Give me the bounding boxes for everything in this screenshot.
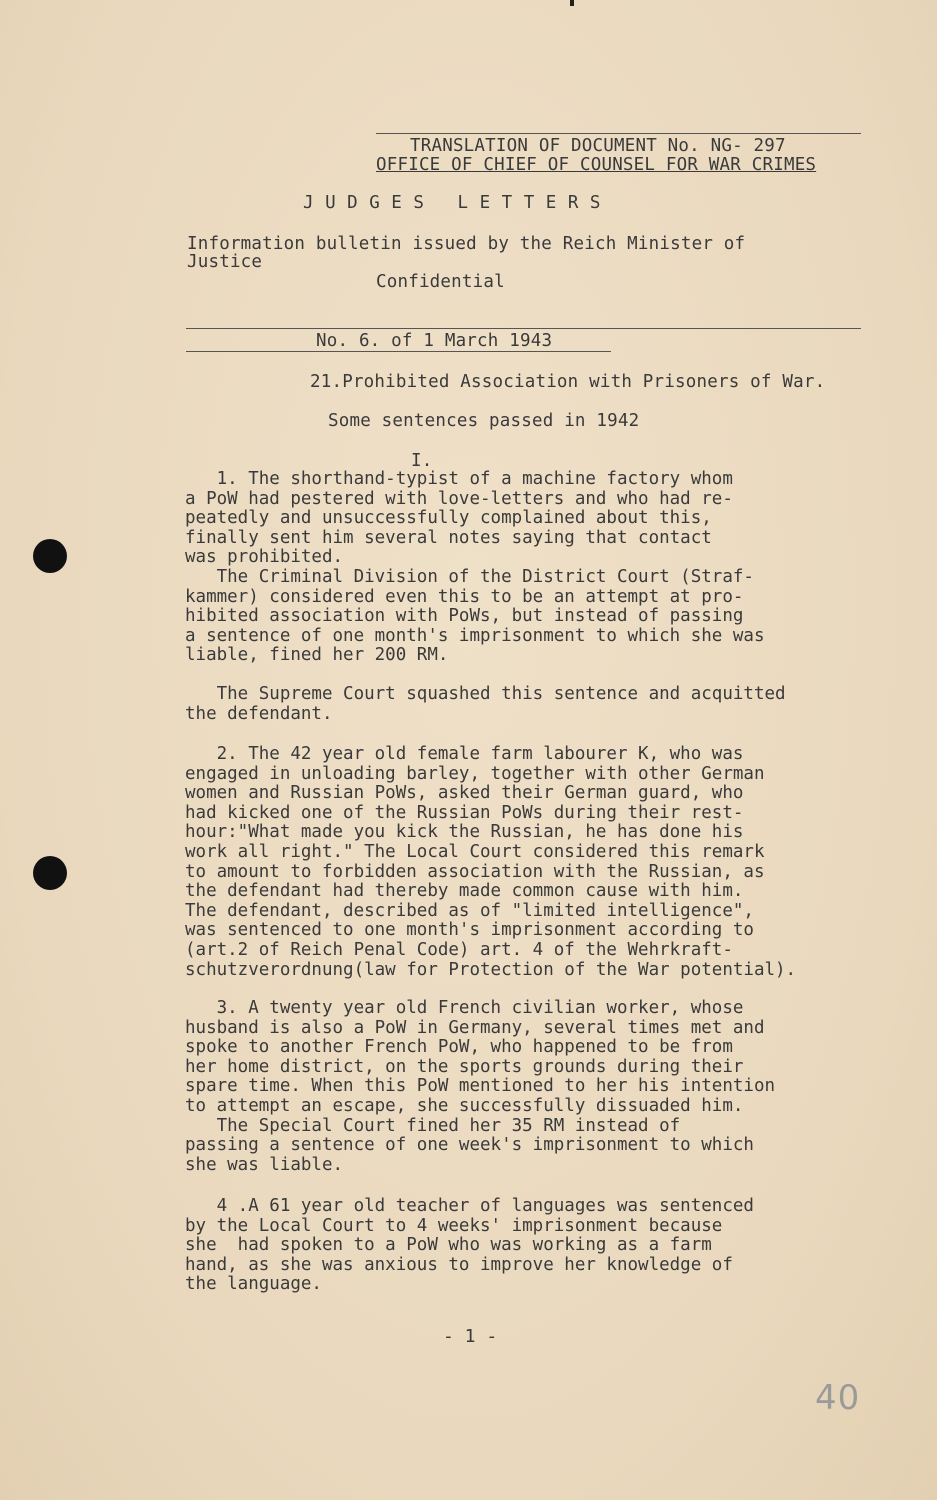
paragraph-line: hibited association with PoWs, but instead of passing bbox=[185, 606, 744, 627]
paragraph-line: The Special Court fined her 35 RM instead of bbox=[185, 1115, 681, 1136]
issue-number: No. 6. of 1 March 1943 bbox=[316, 331, 553, 351]
paragraph-line: spare time. When this PoW mentioned to her his intention bbox=[185, 1076, 776, 1097]
paragraph-line: hour:"What made you kick the Russian, he has done his bbox=[185, 822, 744, 843]
paragraph-line: (art.2 of Reich Penal Code) art. 4 of the Wehrkraft- bbox=[185, 939, 733, 960]
paragraph-line: the defendant had thereby made common cause with him. bbox=[185, 881, 744, 902]
paragraph-line: engaged in unloading barley, together with other German bbox=[185, 763, 765, 784]
page-number: - 1 - bbox=[443, 1326, 498, 1347]
paragraph-line: schutzverordnung(law for Protection of the War potential). bbox=[185, 959, 797, 980]
paragraph-line: had kicked one of the Russian PoWs during their rest- bbox=[185, 802, 744, 823]
confidential-label: Confidential bbox=[376, 272, 505, 292]
paragraph-line: a sentence of one month's imprisonment to which she was bbox=[185, 625, 765, 646]
paragraph-line: passing a sentence of one week's imprisonment to which bbox=[185, 1135, 754, 1156]
paragraph-line: she was liable. bbox=[185, 1154, 344, 1175]
section-title: 21.Prohibited Association with Prisoners of War. bbox=[310, 372, 826, 392]
paragraph-line: women and Russian PoWs, asked their German guard, who bbox=[185, 783, 744, 804]
paragraph-line: to amount to forbidden association with the Russian, as bbox=[185, 861, 765, 882]
issue-top-rule bbox=[186, 328, 861, 329]
paragraph-line: 1. The shorthand-typist of a machine factory whom bbox=[185, 469, 733, 489]
issue-bottom-rule bbox=[186, 351, 611, 352]
paragraph-line: by the Local Court to 4 weeks' imprisonment because bbox=[185, 1215, 723, 1236]
punch-hole-bottom bbox=[33, 856, 67, 890]
paragraph-line: kammer) considered even this to be an attempt at pro- bbox=[185, 586, 744, 607]
info-line-1: Information bulletin issued by the Reich Minister of bbox=[187, 234, 746, 254]
paragraph-line: work all right." The Local Court considered this remark bbox=[185, 841, 765, 862]
paragraph-line: the defendant. bbox=[185, 703, 333, 724]
punch-hole-top bbox=[33, 539, 67, 573]
header-office-title: OFFICE OF CHIEF OF COUNSEL FOR WAR CRIMES bbox=[376, 155, 817, 175]
section-subtitle: Some sentences passed in 1942 bbox=[328, 411, 640, 431]
paragraph-line: she had spoken to a PoW who was working as a farm bbox=[185, 1235, 712, 1256]
header-document-number: TRANSLATION OF DOCUMENT No. NG- 297 bbox=[410, 136, 786, 156]
paragraph-line: the language. bbox=[185, 1274, 322, 1295]
paragraph-line: liable, fined her 200 RM. bbox=[185, 645, 449, 666]
paragraph-5 bbox=[185, 1197, 885, 1295]
paragraph-line: spoke to another French PoW, who happened to be from bbox=[185, 1037, 733, 1058]
handwritten-folio-number: 40 bbox=[815, 1378, 861, 1418]
paragraph-1 bbox=[185, 470, 885, 666]
paragraph-3 bbox=[185, 745, 885, 980]
paragraph-line: finally sent him several notes saying that contact bbox=[185, 527, 712, 548]
paragraph-line: was prohibited. bbox=[185, 547, 344, 568]
paragraph-line: 3. A twenty year old French civilian worker, whose bbox=[185, 998, 744, 1018]
paragraph-line: The Criminal Division of the District Court (Straf- bbox=[185, 566, 754, 587]
part-numeral: I. bbox=[411, 451, 433, 471]
paragraph-line: her home district, on the sports grounds during their bbox=[185, 1056, 744, 1077]
paragraph-line: peatedly and unsuccessfully complained about this, bbox=[185, 508, 712, 529]
paragraph-line: 2. The 42 year old female farm labourer K, who was bbox=[185, 744, 744, 764]
document-title: J U D G E S L E T T E R S bbox=[303, 193, 601, 213]
paragraph-line: 4 .A 61 year old teacher of languages was sentenced bbox=[185, 1196, 754, 1216]
paragraph-line: hand, as she was anxious to improve her knowledge of bbox=[185, 1254, 733, 1275]
paragraph-line: was sentenced to one month's imprisonment according to bbox=[185, 920, 754, 941]
info-line-2: Justice bbox=[187, 252, 263, 272]
paragraph-line: a PoW had pestered with love-letters and who had re- bbox=[185, 488, 733, 509]
paragraph-line: The defendant, described as of "limited intelligence", bbox=[185, 900, 754, 921]
header-top-rule bbox=[376, 133, 861, 134]
paragraph-2 bbox=[185, 685, 885, 724]
staple-mark bbox=[570, 0, 574, 6]
paragraph-line: husband is also a PoW in Germany, several times met and bbox=[185, 1017, 765, 1038]
paragraph-4 bbox=[185, 999, 885, 1175]
paragraph-line: The Supreme Court squashed this sentence and acquitted bbox=[185, 684, 786, 704]
paragraph-line: to attempt an escape, she successfully dissuaded him. bbox=[185, 1095, 744, 1116]
